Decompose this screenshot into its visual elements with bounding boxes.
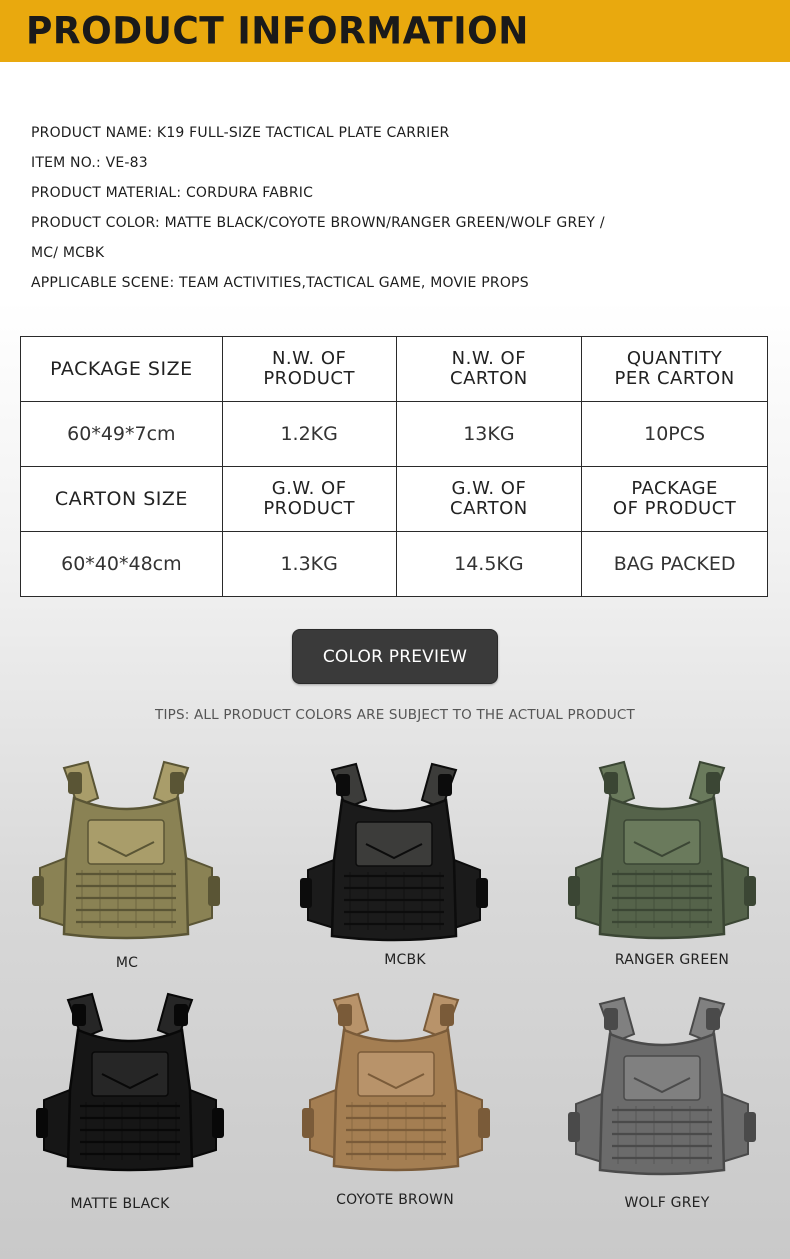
header-gw-carton: G.W. OF CARTON xyxy=(396,467,582,532)
header-nw-carton: N.W. OF CARTON xyxy=(396,337,582,402)
info-color-continued: MC/ MCBK xyxy=(31,245,105,261)
section-header xyxy=(0,0,790,62)
vest-wolf-grey-icon xyxy=(562,994,762,1179)
color-preview-button[interactable]: COLOR PREVIEW xyxy=(292,629,498,684)
vest-label-mcbk: MCBK xyxy=(384,952,426,968)
header-carton-size: CARTON SIZE xyxy=(21,467,223,532)
value-quantity-per-carton: 10PCS xyxy=(582,402,768,467)
vest-card-wolf-grey xyxy=(562,994,762,1179)
vest-mcbk-icon xyxy=(294,760,494,945)
vest-label-wolf-grey: WOLF GREY xyxy=(624,1195,710,1211)
info-product-name: PRODUCT NAME: K19 FULL-SIZE TACTICAL PLATE CARRIER xyxy=(31,125,450,141)
page-title: PRODUCT INFORMATION xyxy=(26,10,529,54)
info-item-no: ITEM NO.: VE-83 xyxy=(31,155,148,171)
info-material: PRODUCT MATERIAL: CORDURA FABRIC xyxy=(31,185,314,201)
info-scene: APPLICABLE SCENE: TEAM ACTIVITIES,TACTICAL GAME, MOVIE PROPS xyxy=(31,275,529,291)
value-nw-product: 1.2KG xyxy=(222,402,396,467)
spec-table xyxy=(20,336,768,597)
value-nw-carton: 13KG xyxy=(396,402,582,467)
header-nw-product: N.W. OF PRODUCT xyxy=(222,337,396,402)
header-package-of-product: PACKAGE OF PRODUCT xyxy=(582,467,768,532)
vest-label-mc: MC xyxy=(115,955,139,971)
vest-card-matte-black xyxy=(30,990,230,1175)
vest-matte-black-icon xyxy=(30,990,230,1175)
vest-ranger-green-icon xyxy=(562,758,762,943)
header-gw-product: G.W. OF PRODUCT xyxy=(222,467,396,532)
vest-card-coyote-brown xyxy=(296,990,496,1175)
value-gw-product: 1.3KG xyxy=(222,532,396,597)
vest-mc-icon xyxy=(26,758,226,943)
product-info-list xyxy=(31,118,761,298)
value-package-size: 60*49*7cm xyxy=(21,402,223,467)
vest-label-coyote-brown: COYOTE BROWN xyxy=(336,1192,454,1208)
vest-label-ranger-green: RANGER GREEN xyxy=(614,952,730,968)
value-package-of-product: BAG PACKED xyxy=(582,532,768,597)
header-package-size: PACKAGE SIZE xyxy=(21,337,223,402)
tips-text: TIPS: ALL PRODUCT COLORS ARE SUBJECT TO THE ACTUAL PRODUCT xyxy=(155,707,635,723)
table-row xyxy=(21,402,768,467)
table-row xyxy=(21,532,768,597)
info-color: PRODUCT COLOR: MATTE BLACK/COYOTE BROWN/RANGER GREEN/WOLF GREY / xyxy=(31,215,605,231)
vest-label-matte-black: MATTE BLACK xyxy=(70,1196,170,1212)
vest-card-ranger-green xyxy=(562,758,762,943)
table-row xyxy=(21,467,768,532)
vest-coyote-brown-icon xyxy=(296,990,496,1175)
value-carton-size: 60*40*48cm xyxy=(21,532,223,597)
table-row xyxy=(21,337,768,402)
vest-card-mcbk xyxy=(294,760,494,945)
header-quantity-per-carton: QUANTITY PER CARTON xyxy=(582,337,768,402)
vest-card-mc xyxy=(26,758,226,943)
value-gw-carton: 14.5KG xyxy=(396,532,582,597)
